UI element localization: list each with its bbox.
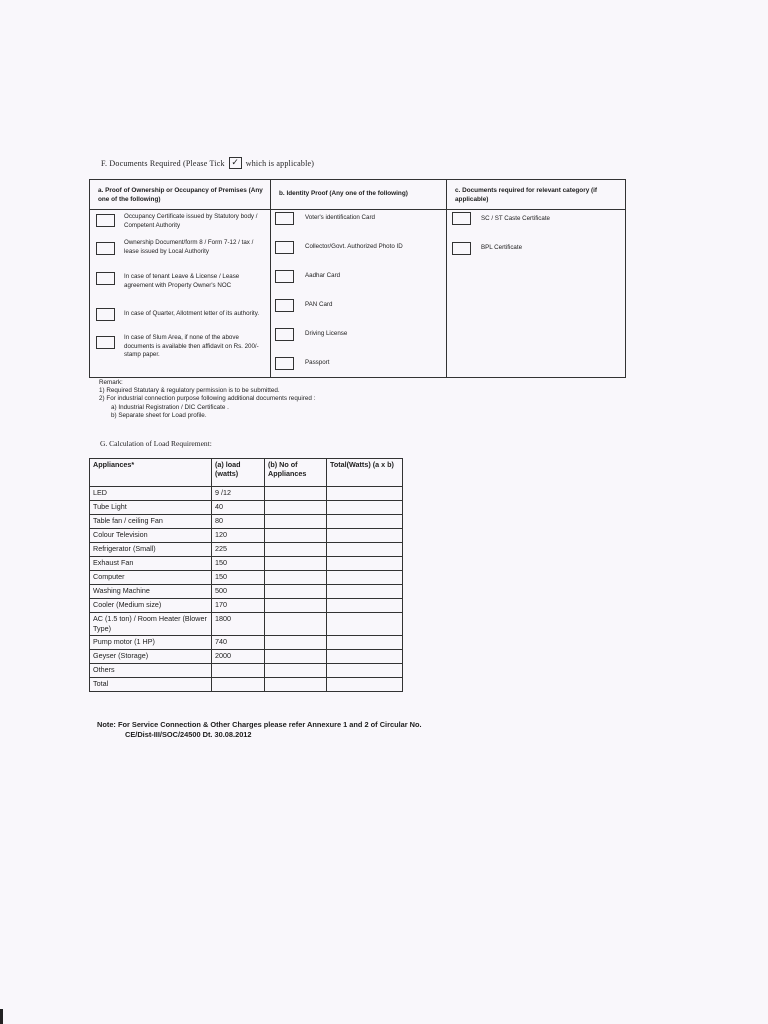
appliance-total-cell[interactable] [327,543,403,557]
appliance-count-cell[interactable] [265,650,327,664]
note-line-2: CE/Dist-III/SOC/24500 Dt. 30.08.2012 [125,730,252,739]
appliance-count-cell[interactable] [265,501,327,515]
remark-line-2a: a) Industrial Registration / DIC Certificate . [111,403,229,411]
appliance-total-cell[interactable] [327,585,403,599]
note-line-1: Note: For Service Connection & Other Charges please refer Annexure 1 and 2 of Circular No. [97,720,422,729]
appliance-load: 225 [212,543,265,557]
appliance-load: 9 /12 [212,487,265,501]
appliance-name: Table fan / ceiling Fan [90,515,212,529]
appliance-count-cell[interactable] [265,543,327,557]
ownership-proof-column [90,180,271,377]
appliance-total-cell[interactable] [327,613,403,636]
header-no-of-appliances: (b) No of Appliances [265,459,327,487]
appliance-load: 120 [212,529,265,543]
ownership-item-5: In case of Slum Area, if none of the above documents is available then affidavit on Rs. 200/- stamp paper. [124,334,259,358]
identity-checkbox-3[interactable] [275,270,294,283]
appliance-count-cell[interactable] [265,585,327,599]
appliance-count-cell[interactable] [265,678,327,692]
section-f-title [101,157,314,169]
ownership-checkbox-4[interactable] [96,308,115,321]
identity-proof-column [271,180,447,377]
tick-icon: ✓ [229,157,242,169]
appliance-load: 150 [212,557,265,571]
identity-item-2: Collector/Govt. Authorized Photo ID [305,243,403,250]
appliance-total-cell[interactable] [327,664,403,678]
load-table-header-row [90,459,403,487]
identity-item-3: Aadhar Card [305,272,341,279]
scan-edge-mark [0,1009,3,1024]
appliance-load: 170 [212,599,265,613]
ownership-proof-header: a. Proof of Ownership or Occupancy of Premises (Any one of the following) [90,180,270,210]
appliance-total-cell[interactable] [327,571,403,585]
appliance-count-cell[interactable] [265,571,327,585]
remark-line-1: 1) Required Statutary & regulatory permission is to be submitted. [99,387,280,395]
table-row [90,557,403,571]
appliance-name: Colour Television [90,529,212,543]
appliance-count-cell[interactable] [265,487,327,501]
table-row [90,613,403,636]
identity-checkbox-1[interactable] [275,212,294,225]
ownership-item-2: Ownership Document/form 8 / Form 7-12 / tax / lease issued by Local Authority [124,239,254,255]
appliance-count-cell[interactable] [265,529,327,543]
table-row [90,678,403,692]
appliance-load: 40 [212,501,265,515]
appliance-count-cell[interactable] [265,599,327,613]
section-f-title-text: F. Documents Required (Please Tick [101,158,225,168]
table-row [90,650,403,664]
table-row [90,585,403,599]
ownership-checkbox-5[interactable] [96,336,115,349]
ownership-item-4: In case of Quarter, Allotment letter of its authority. [124,310,260,317]
identity-checkbox-2[interactable] [275,241,294,254]
appliance-name: Washing Machine [90,585,212,599]
identity-item-6: Passport [305,359,330,366]
appliance-name: AC (1.5 ton) / Room Heater (Blower Type) [90,613,212,636]
table-row [90,664,403,678]
appliance-name: Total [90,678,212,692]
category-item-1: SC / ST Caste Certificate [481,215,551,222]
category-checkbox-1[interactable] [452,212,471,225]
appliance-load: 2000 [212,650,265,664]
appliance-total-cell[interactable] [327,515,403,529]
header-load-watts: (a) load (watts) [212,459,265,487]
ownership-checkbox-3[interactable] [96,272,115,285]
ownership-checkbox-1[interactable] [96,214,115,227]
table-row [90,571,403,585]
appliance-load: 1800 [212,613,265,636]
appliance-total-cell[interactable] [327,678,403,692]
remark-line-2b: b) Separate sheet for Load profile. [111,411,207,419]
appliance-total-cell[interactable] [327,599,403,613]
table-row [90,529,403,543]
ownership-item-3: In case of tenant Leave & License / Lease agreement with Property Owner's NOC [124,273,240,289]
appliance-count-cell[interactable] [265,636,327,650]
remark-line-2: 2) For industrial connection purpose following additional documents required : [99,395,316,403]
appliance-load: 500 [212,585,265,599]
appliance-name: Refrigerator (Small) [90,543,212,557]
identity-checkbox-6[interactable] [275,357,294,370]
identity-item-5: Driving License [305,330,348,337]
appliance-total-cell[interactable] [327,501,403,515]
appliance-name: Tube Light [90,501,212,515]
appliance-name: LED [90,487,212,501]
section-f-title-suffix: which is applicable) [245,158,315,168]
header-appliances: Appliances* [90,459,212,487]
section-g-title: G. Calculation of Load Requirement: [100,439,212,448]
appliance-count-cell[interactable] [265,613,327,636]
table-row [90,636,403,650]
appliance-total-cell[interactable] [327,487,403,501]
appliance-load[interactable] [212,678,265,692]
category-checkbox-2[interactable] [452,242,471,255]
load-calculation-table [89,458,403,692]
appliance-load: 150 [212,571,265,585]
remarks-label: Remark: [99,379,123,386]
category-documents-column [447,180,625,377]
table-row [90,515,403,529]
appliance-count-cell[interactable] [265,515,327,529]
header-total-watts: Total(Watts) (a x b) [327,459,403,487]
appliance-total-cell[interactable] [327,636,403,650]
appliance-load: 80 [212,515,265,529]
appliance-total-cell[interactable] [327,557,403,571]
appliance-count-cell[interactable] [265,557,327,571]
documents-table [89,179,626,378]
appliance-total-cell[interactable] [327,650,403,664]
table-row [90,543,403,557]
remarks-block [99,379,315,420]
appliance-name: Others [90,664,212,678]
category-item-2: BPL Certificate [481,244,523,251]
ownership-checkbox-2[interactable] [96,242,115,255]
ownership-item-1: Occupancy Certificate issued by Statutory body / Competent Authority [124,213,258,229]
appliance-name: Computer [90,571,212,585]
appliance-total-cell[interactable] [327,529,403,543]
appliance-name: Pump motor (1 HP) [90,636,212,650]
table-row [90,501,403,515]
identity-item-1: Voter's identification Card [305,214,375,221]
appliance-count-cell[interactable] [265,664,327,678]
appliance-name: Exhaust Fan [90,557,212,571]
appliance-load: 740 [212,636,265,650]
table-row [90,599,403,613]
identity-proof-header: b. Identity Proof (Any one of the following) [271,180,446,210]
table-row [90,487,403,501]
appliance-load[interactable] [212,664,265,678]
appliance-name: Cooler (Medium size) [90,599,212,613]
identity-checkbox-5[interactable] [275,328,294,341]
appliance-name: Geyser (Storage) [90,650,212,664]
category-documents-header: c. Documents required for relevant category (if applicable) [447,180,625,210]
identity-checkbox-4[interactable] [275,299,294,312]
identity-item-4: PAN Card [305,301,333,308]
service-note [97,720,422,740]
